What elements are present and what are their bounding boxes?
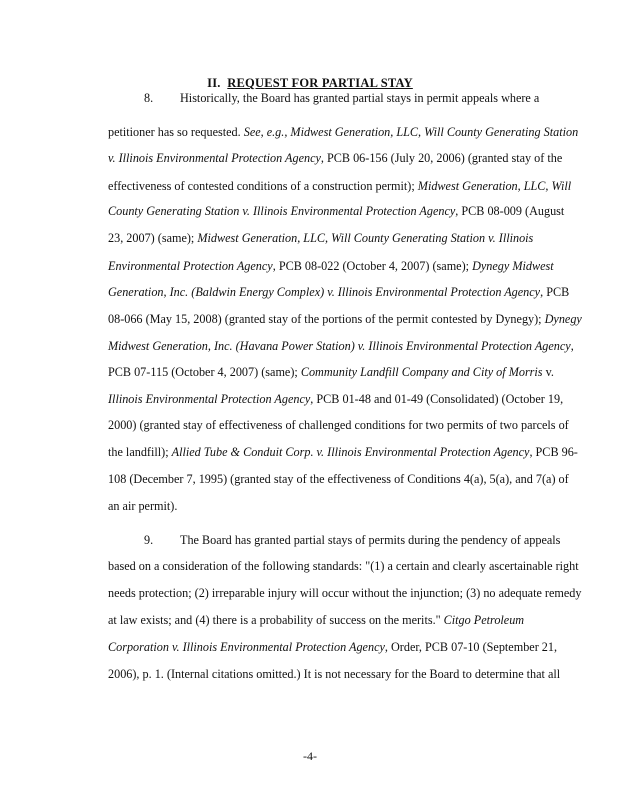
paragraph-8-line: [108, 472, 569, 487]
paragraph-8-line: [108, 392, 564, 407]
paragraph-8-line: [108, 231, 534, 246]
paragraph-8-line: [108, 151, 563, 166]
paragraph-8-line: [108, 418, 569, 433]
paragraph-8-line: [108, 204, 565, 219]
paragraph-8-line: [108, 179, 572, 194]
citation-text: Environmental Protection Agency: [108, 259, 273, 273]
paragraph-9-line: [108, 613, 525, 628]
body-text-segment: the landfill);: [108, 445, 172, 459]
paragraph-8-line: [108, 125, 579, 140]
citation-text: Midwest Generation, LLC, Will: [417, 179, 572, 193]
body-text-segment: 2006), p. 1. (Internal citations omitted.) It is not necessary for the Board to determine that all: [108, 667, 561, 681]
citation-text: Citgo Petroleum: [443, 613, 525, 627]
paragraph-9-line: [108, 640, 558, 655]
body-text-segment: an air permit).: [108, 499, 178, 513]
paragraph-8-line: [108, 91, 540, 106]
section-numeral: II.: [207, 76, 221, 90]
citation-text: v. Illinois Environmental Protection Agency: [108, 151, 321, 165]
body-text-segment: Historically, the Board has granted partial stays in permit appeals where a: [180, 91, 540, 105]
citation-text: Allied Tube & Conduit Corp. v. Illinois Environmental Protection Agency: [171, 445, 530, 459]
citation-text: County Generating Station v. Illinois Environmental Protection Agency: [108, 204, 456, 218]
section-title: REQUEST FOR PARTIAL STAY: [227, 76, 413, 90]
paragraph-8-line: [108, 312, 582, 327]
paragraph-8-line: [108, 285, 570, 300]
paragraph-9-line: [108, 586, 582, 601]
body-text-segment: based on a consideration of the following standards: "(1) a certain and clearly ascertainable right: [108, 559, 579, 573]
citation-text: Generation, Inc. (Baldwin Energy Complex) v. Illinois Environmental Protection Agency: [108, 285, 541, 299]
body-text-segment: , PCB 08-009 (August: [455, 204, 565, 218]
paragraph-9-line: [108, 559, 579, 574]
body-text-segment: PCB 07-115 (October 4, 2007) (same);: [108, 365, 301, 379]
paragraph-9-line: [108, 533, 561, 548]
body-text-segment: , PCB 01-48 and 01-49 (Consolidated) (October 19,: [310, 392, 564, 406]
citation-text: Community Landfill Company and City of Morris: [300, 365, 543, 379]
body-text-segment: The Board has granted partial stays of permits during the pendency of appeals: [180, 533, 561, 547]
section-heading: [0, 76, 620, 91]
body-text-segment: at law exists; and (4) there is a probability of success on the merits.": [108, 613, 444, 627]
body-text-segment: petitioner has so requested.: [108, 125, 244, 139]
citation-text: Corporation v. Illinois Environmental Protection Agency: [108, 640, 385, 654]
body-text-segment: , PCB 06-156 (July 20, 2006) (granted stay of the: [320, 151, 563, 165]
body-text-segment: 08-066 (May 15, 2008) (granted stay of the portions of the permit contested by Dynegy);: [108, 312, 545, 326]
body-text-segment: 2000) (granted stay of effectiveness of challenged conditions for two permits of two parcels of: [108, 418, 569, 432]
citation-text: Dynegy Midwest: [472, 259, 554, 273]
paragraph-number: 9.: [144, 533, 154, 547]
body-text-segment: , Order, PCB 07-10 (September 21,: [384, 640, 558, 654]
paragraph-8-line: [108, 499, 522, 514]
body-text-segment: needs protection; (2) irreparable injury will occur without the injunction; (3) no adequate remedy: [108, 586, 582, 600]
paragraph-8-line: [108, 445, 578, 460]
citation-text: Dynegy: [544, 312, 582, 326]
paragraph-8-line: [108, 365, 554, 380]
citation-text: Midwest Generation, LLC, Will County Generating Station v. Illinois: [197, 231, 534, 245]
paragraph-number: 8.: [144, 91, 154, 105]
paragraph-8-line: [108, 339, 574, 354]
body-text-segment: 108 (December 7, 1995) (granted stay of the effectiveness of Conditions 4(a), 5(a), and 7(a) of: [108, 472, 569, 486]
paragraph-8-line: [108, 259, 554, 274]
paragraph-9-line: [108, 667, 561, 682]
body-text-segment: effectiveness of contested conditions of a construction permit);: [108, 179, 418, 193]
body-text-segment: , PCB 96-: [529, 445, 578, 459]
body-text-segment: , PCB: [540, 285, 570, 299]
citation-text: Midwest Generation, Inc. (Havana Power Station) v. Illinois Environmental Protection Agency: [108, 339, 571, 353]
body-text-segment: 23, 2007) (same);: [108, 231, 198, 245]
citation-text: Illinois Environmental Protection Agency: [108, 392, 311, 406]
page-number: -4-: [303, 749, 317, 763]
citation-text: See, e.g., Midwest Generation, LLC, Will County Generating Station: [243, 125, 579, 139]
body-text-segment: v.: [542, 365, 554, 379]
body-text-segment: ,: [570, 339, 574, 353]
body-text-segment: , PCB 08-022 (October 4, 2007) (same);: [272, 259, 473, 273]
